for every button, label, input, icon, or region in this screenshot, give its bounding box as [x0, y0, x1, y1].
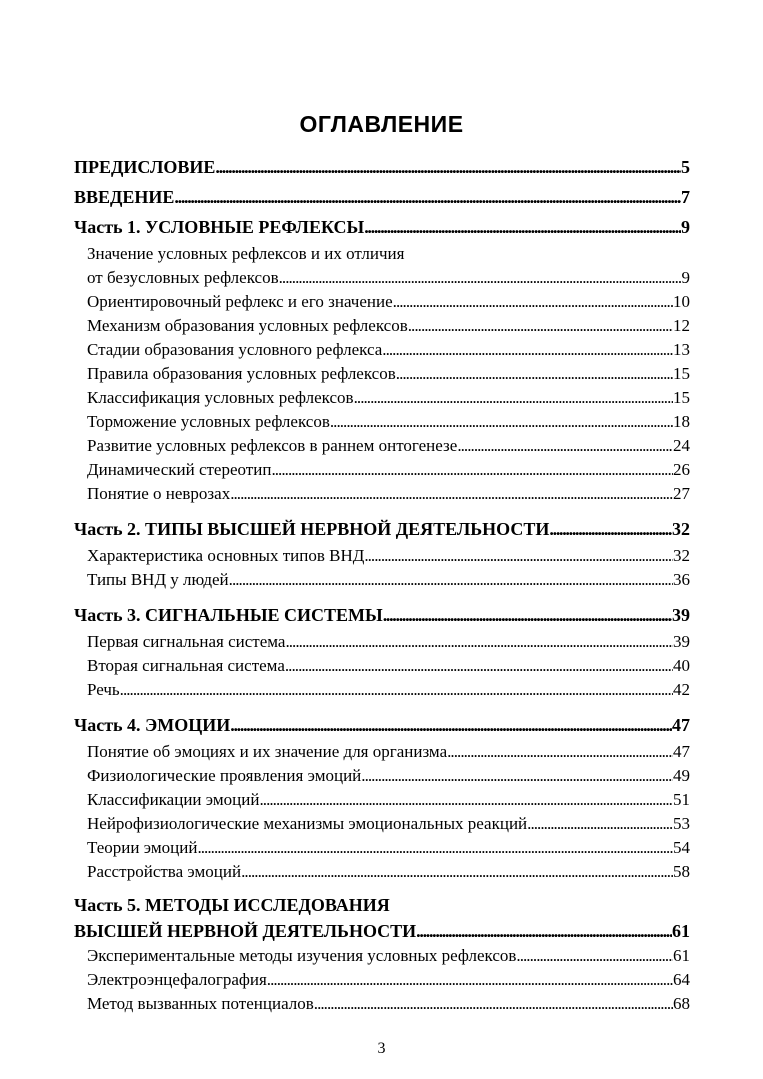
toc-subentry-page: 9	[681, 268, 690, 287]
toc-entry-part5[interactable]	[74, 918, 690, 944]
dot-leader	[241, 860, 673, 884]
toc-subentry-page: 54	[673, 838, 690, 857]
toc-subentry-page: 42	[673, 680, 690, 699]
dot-leader	[330, 410, 673, 434]
dot-leader	[549, 514, 672, 544]
dot-leader	[229, 568, 673, 592]
toc-subentry-label: Метод вызванных потенциалов	[87, 994, 314, 1013]
toc-subentry[interactable]	[74, 654, 690, 678]
toc-subentry-page: 51	[673, 790, 690, 809]
toc-subentry[interactable]	[74, 860, 690, 884]
dot-leader	[447, 740, 673, 764]
toc-subentry[interactable]	[74, 788, 690, 812]
toc-subentry[interactable]	[74, 944, 690, 968]
dot-leader	[197, 836, 673, 860]
toc-entry-page: 61	[672, 921, 690, 941]
toc-subentry-label: Классификации эмоций	[87, 790, 260, 809]
dot-leader	[416, 918, 672, 944]
dot-leader	[267, 968, 673, 992]
toc-subentry-page: 40	[673, 656, 690, 675]
toc-subentry-label: Теории эмоций	[87, 838, 198, 857]
toc-subentry-page: 68	[673, 994, 690, 1013]
toc-subentry[interactable]	[74, 568, 690, 592]
toc-subentry-page: 15	[673, 388, 690, 407]
toc-entry-part4[interactable]	[74, 710, 690, 740]
page-number: 3	[377, 1040, 386, 1057]
toc-subentry-label: Механизм образования условных рефлексов	[87, 316, 408, 335]
toc-subentry-page: 10	[673, 292, 690, 311]
dot-leader	[364, 544, 673, 568]
toc-entry-label: ВЫСШЕЙ НЕРВНОЙ ДЕЯТЕЛЬНОСТИ	[74, 921, 417, 941]
toc-entry-page: 32	[672, 519, 690, 539]
toc-subentry[interactable]	[74, 764, 690, 788]
toc-entry-label: Часть 3. СИГНАЛЬНЫЕ СИСТЕМЫ	[74, 605, 383, 625]
toc-subentry-label: Ориентировочный рефлекс и его значение	[87, 292, 393, 311]
toc-subentry-label: Стадии образования условного рефлекса	[87, 340, 383, 359]
toc-entry-part1[interactable]	[74, 212, 690, 242]
dot-leader	[516, 944, 673, 968]
toc-entry-page: 47	[672, 715, 690, 735]
toc-subentry[interactable]	[74, 458, 690, 482]
toc-subentry-page: 13	[673, 340, 690, 359]
toc-subentry[interactable]	[74, 410, 690, 434]
dot-leader	[457, 434, 673, 458]
toc-subentry[interactable]	[74, 314, 690, 338]
toc-entry-page: 39	[672, 605, 690, 625]
toc-subentry-label: Физиологические проявления эмоций	[87, 766, 362, 785]
dot-leader	[279, 266, 682, 290]
toc-subentry[interactable]	[74, 266, 690, 290]
toc-subentry-page: 24	[673, 436, 690, 455]
toc-subentry[interactable]	[74, 290, 690, 314]
toc-subentry-page: 18	[673, 412, 690, 431]
toc-subentry[interactable]	[74, 434, 690, 458]
dot-leader	[408, 314, 673, 338]
toc-subentry-label: Первая сигнальная система	[87, 632, 286, 651]
toc-entry-page: 7	[681, 187, 690, 207]
toc-subentry-first-line: Значение условных рефлексов и их отличия	[87, 244, 405, 263]
toc-subentry-page: 39	[673, 632, 690, 651]
toc-subentry-label: Классификация условных рефлексов	[87, 388, 354, 407]
toc-entry-part3[interactable]	[74, 600, 690, 630]
toc-subentry[interactable]	[74, 362, 690, 386]
toc-subentry[interactable]	[74, 740, 690, 764]
toc-subentry-label: Типы ВНД у людей	[87, 570, 229, 589]
toc-subentry[interactable]	[74, 544, 690, 568]
toc-subentry-label: Правила образования условных рефлексов	[87, 364, 396, 383]
toc-subentry-label: Развитие условных рефлексов в раннем онтогенезе	[87, 436, 458, 455]
toc-subentry[interactable]	[74, 992, 690, 1016]
toc-subentry[interactable]	[74, 482, 690, 506]
toc-subentry-page: 58	[673, 862, 690, 881]
toc-subentry[interactable]	[74, 678, 690, 702]
toc-subentry-page: 61	[673, 946, 690, 965]
toc-subentry-label: Торможение условных рефлексов	[87, 412, 330, 431]
toc-subentry-page: 49	[673, 766, 690, 785]
dot-leader	[396, 362, 673, 386]
dot-leader	[230, 710, 672, 740]
toc-entry-first-line: Часть 5. МЕТОДЫ ИССЛЕДОВАНИЯ	[74, 895, 390, 915]
dot-leader	[383, 600, 672, 630]
toc-subentry-page: 53	[673, 814, 690, 833]
dot-leader	[120, 678, 673, 702]
toc-subentry[interactable]	[74, 386, 690, 410]
toc-entry-label: ПРЕДИСЛОВИЕ	[74, 157, 216, 177]
toc-entry-page: 5	[681, 157, 690, 177]
toc-entry-label: ВВЕДЕНИЕ	[74, 187, 175, 207]
toc-subentry-page: 47	[673, 742, 690, 761]
toc-subentry-label: Нейрофизиологические механизмы эмоциональных реакций	[87, 814, 528, 833]
toc-subentry-label: Понятие о неврозах	[87, 484, 231, 503]
dot-leader	[259, 788, 673, 812]
dot-leader	[230, 482, 673, 506]
toc-subentry[interactable]	[74, 836, 690, 860]
dot-leader	[393, 290, 673, 314]
toc-subentry[interactable]	[74, 812, 690, 836]
toc-entry-label: Часть 1. УСЛОВНЫЕ РЕФЛЕКСЫ	[74, 217, 365, 237]
toc-subentry-label: от безусловных рефлексов	[87, 268, 279, 287]
toc-entry-label: Часть 4. ЭМОЦИИ	[74, 715, 231, 735]
dot-leader	[364, 212, 681, 242]
toc-subentry-label: Вторая сигнальная система	[87, 656, 285, 675]
table-of-contents	[74, 152, 690, 1016]
dot-leader	[354, 386, 673, 410]
toc-subentry-page: 26	[673, 460, 690, 479]
toc-subentry-page: 64	[673, 970, 690, 989]
toc-subentry-page: 12	[673, 316, 690, 335]
dot-leader	[527, 812, 673, 836]
toc-subentry-page: 27	[673, 484, 690, 503]
toc-subentry-page: 36	[673, 570, 690, 589]
dot-leader	[215, 152, 681, 182]
dot-leader	[271, 458, 673, 482]
toc-subentry-label: Динамический стереотип	[87, 460, 272, 479]
toc-subentry-label: Характеристика основных типов ВНД	[87, 546, 365, 565]
page-title: ОГЛАВЛЕНИЕ	[299, 111, 464, 137]
toc-subentry[interactable]	[74, 630, 690, 654]
toc-subentry-label: Понятие об эмоциях и их значение для организма	[87, 742, 448, 761]
dot-leader	[314, 992, 673, 1016]
dot-leader	[174, 182, 681, 212]
toc-entry-label: Часть 2. ТИПЫ ВЫСШЕЙ НЕРВНОЙ ДЕЯТЕЛЬНОСТИ	[74, 519, 550, 539]
toc-subentry-page: 15	[673, 364, 690, 383]
toc-entry-part2[interactable]	[74, 514, 690, 544]
toc-subentry[interactable]	[74, 338, 690, 362]
dot-leader	[361, 764, 673, 788]
toc-subentry-page: 32	[673, 546, 690, 565]
toc-entry-preface[interactable]	[74, 152, 690, 182]
toc-entry-intro[interactable]	[74, 182, 690, 212]
toc-entry-page: 9	[681, 217, 690, 237]
dot-leader	[285, 654, 673, 678]
dot-leader	[285, 630, 673, 654]
toc-subentry-label: Электроэнцефалография	[87, 970, 267, 989]
dot-leader	[382, 338, 673, 362]
toc-subentry-label: Речь	[87, 680, 120, 699]
toc-subentry-label: Экспериментальные методы изучения условных рефлексов	[87, 946, 517, 965]
toc-subentry-label: Расстройства эмоций	[87, 862, 242, 881]
toc-subentry[interactable]	[74, 968, 690, 992]
